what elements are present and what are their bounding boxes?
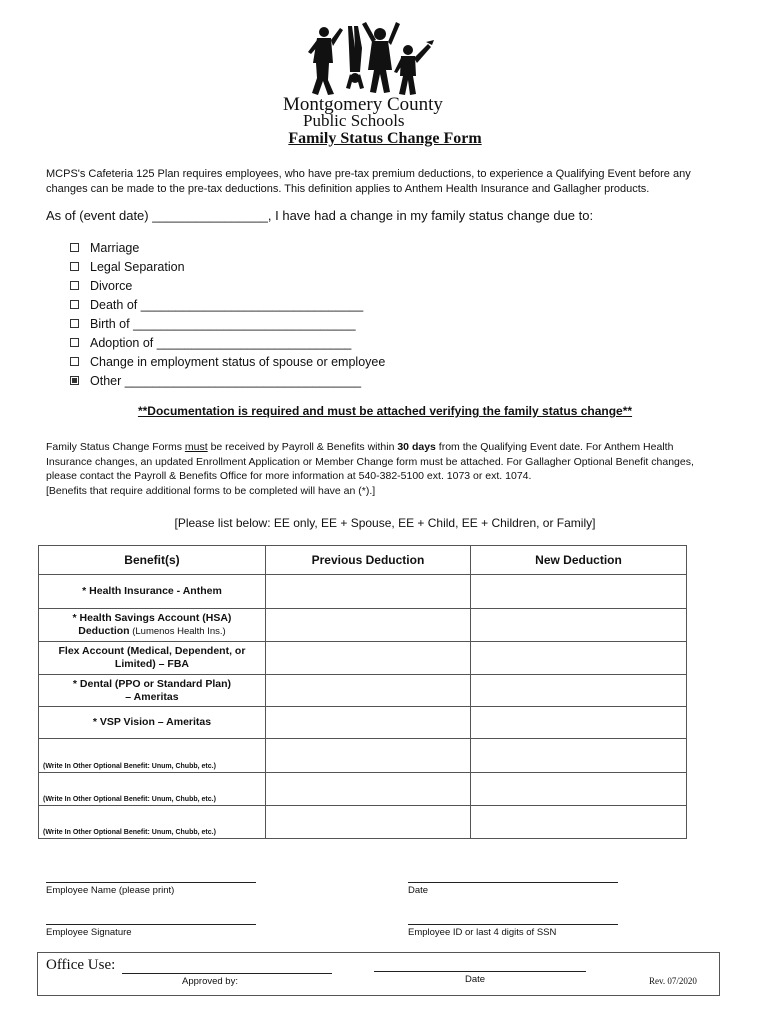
date-line[interactable] [408,882,618,883]
employee-name-label: Employee Name (please print) [46,885,175,896]
new-deduction-cell[interactable] [470,707,686,739]
table-row [39,707,687,739]
para-text: from the Qualifying Event date. For Anthem Health Insurance changes, an updated Enrollment Application or Member Change form must be attached. For Gallagher Optional Benefit changes, please contact the Payroll & Benefits Office for more information at 540-382-5100 ext. 1073 or ext. 1074. [46,441,694,482]
previous-deduction-cell[interactable] [265,675,470,707]
benefit-label: Deduction [78,625,130,637]
write-in-label: (Write In Other Optional Benefit: Unum, Chubb, etc.) [43,763,216,770]
new-deduction-cell[interactable] [470,806,686,839]
write-in-label: (Write In Other Optional Benefit: Unum, Chubb, etc.) [43,796,216,803]
approved-by-label: Approved by: [182,976,238,987]
employee-id-line[interactable] [408,924,618,925]
previous-deduction-cell[interactable] [265,609,470,642]
checkbox[interactable] [70,262,79,271]
benefit-dental [39,675,266,707]
reason-label: Death of ________________________________ [90,297,364,312]
benefit-health-insurance [39,575,266,609]
employee-signature-label: Employee Signature [46,927,132,938]
reason-item-legal-separation[interactable] [70,257,385,276]
documentation-note [0,404,770,418]
reason-item-adoption[interactable] [70,333,385,352]
reason-item-birth[interactable] [70,314,385,333]
header-benefits: Benefit(s) [39,546,266,575]
previous-deduction-cell[interactable] [265,575,470,609]
employee-name-line[interactable] [46,882,256,883]
reason-label: Divorce [90,278,133,293]
mcps-logo [300,18,440,96]
table-row [39,739,687,773]
benefit-label: * Health Savings Account (HSA) [72,612,232,624]
write-in-benefit-cell[interactable] [39,739,266,773]
table-row [39,642,687,675]
new-deduction-cell[interactable] [470,675,686,707]
checkbox[interactable] [70,319,79,328]
new-deduction-cell[interactable] [470,642,686,675]
para-days: 30 days [397,441,436,453]
checkbox[interactable] [70,338,79,347]
previous-deduction-cell[interactable] [265,707,470,739]
checkbox[interactable] [70,300,79,309]
org-name-line2: Public Schools [303,111,405,130]
benefit-label: Limited) – FBA [114,658,189,670]
reason-item-death[interactable] [70,295,385,314]
write-in-benefit-cell[interactable] [39,773,266,806]
org-name-line1: Montgomery County [283,94,443,115]
reason-label: Birth of ________________________________ [90,316,356,331]
reason-item-other[interactable] [70,371,385,390]
reason-label: Legal Separation [90,259,185,274]
intro-paragraph: MCPS's Cafeteria 125 Plan requires employees, who have pre-tax premium deductions, to experience a Qualifying Event before any changes can be made to the pre-tax deductions. This definition applies to Anthem Health Insurance and Gallagher products. [46,168,691,195]
office-date-label: Date [465,974,486,985]
office-date-line[interactable] [374,971,586,972]
benefits-table [38,545,687,839]
header-new-deduction: New Deduction [470,546,686,575]
approved-by-line[interactable] [122,973,332,974]
previous-deduction-cell[interactable] [265,739,470,773]
revision-label: Rev. 07/2020 [649,976,697,986]
checkbox[interactable] [70,357,79,366]
reason-checklist [70,238,385,390]
date-label: Date [408,885,429,896]
benefit-vision [39,707,266,739]
table-row [39,773,687,806]
checkbox[interactable] [70,243,79,252]
table-row [39,609,687,642]
previous-deduction-cell[interactable] [265,642,470,675]
new-deduction-cell[interactable] [470,739,686,773]
write-in-benefit-cell[interactable] [39,806,266,839]
documentation-note-text: **Documentation is required and must be attached verifying the family status change** [137,404,633,418]
table-row [39,675,687,707]
list-instructions: [Please list below: EE only, EE + Spouse, EE + Child, EE + Children, or Family] [174,516,596,530]
table-row [39,806,687,839]
benefit-flex-account [39,642,266,675]
checkbox[interactable] [70,281,79,290]
para-text: Family Status Change Forms [46,441,185,453]
benefit-label: – Ameritas [125,690,179,703]
form-title: Family Status Change Form [288,130,482,147]
benefit-sublabel: (Lumenos Health Ins.) [129,626,226,637]
previous-deduction-cell[interactable] [265,806,470,839]
new-deduction-cell[interactable] [470,773,686,806]
benefit-label: * VSP Vision – Ameritas [92,716,212,728]
reason-item-marriage[interactable] [70,238,385,257]
benefit-label: Flex Account (Medical, Dependent, or [58,645,246,657]
table-row [39,575,687,609]
benefit-hsa [39,609,266,642]
office-use-box [37,952,720,996]
new-deduction-cell[interactable] [470,575,686,609]
submission-paragraph [46,440,718,498]
header-previous-deduction: Previous Deduction [265,546,470,575]
write-in-label: (Write In Other Optional Benefit: Unum, Chubb, etc.) [43,829,216,836]
reason-label: Marriage [90,240,140,255]
previous-deduction-cell[interactable] [265,773,470,806]
benefit-label: * Health Insurance - Anthem [82,585,222,597]
office-use-label: Office Use: [46,957,116,973]
reason-item-divorce[interactable] [70,276,385,295]
reason-label: Change in employment status of spouse or employee [90,354,386,369]
new-deduction-cell[interactable] [470,609,686,642]
checkbox[interactable] [70,376,79,385]
event-date-statement[interactable]: As of (event date) ________________, I have had a change in my family status change due to: [46,208,594,223]
reason-label: Other __________________________________ [90,373,362,388]
employee-signature-line[interactable] [46,924,256,925]
para-must: must [184,441,208,453]
reason-label: Adoption of ____________________________ [90,335,352,350]
para-note: [Benefits that require additional forms to be completed will have an (*).] [46,484,376,497]
benefit-label: * Dental (PPO or Standard Plan) [72,677,232,690]
para-text: be received by Payroll & Benefits within [207,441,398,453]
reason-item-employment-change[interactable] [70,352,385,371]
employee-id-label: Employee ID or last 4 digits of SSN [408,927,557,938]
